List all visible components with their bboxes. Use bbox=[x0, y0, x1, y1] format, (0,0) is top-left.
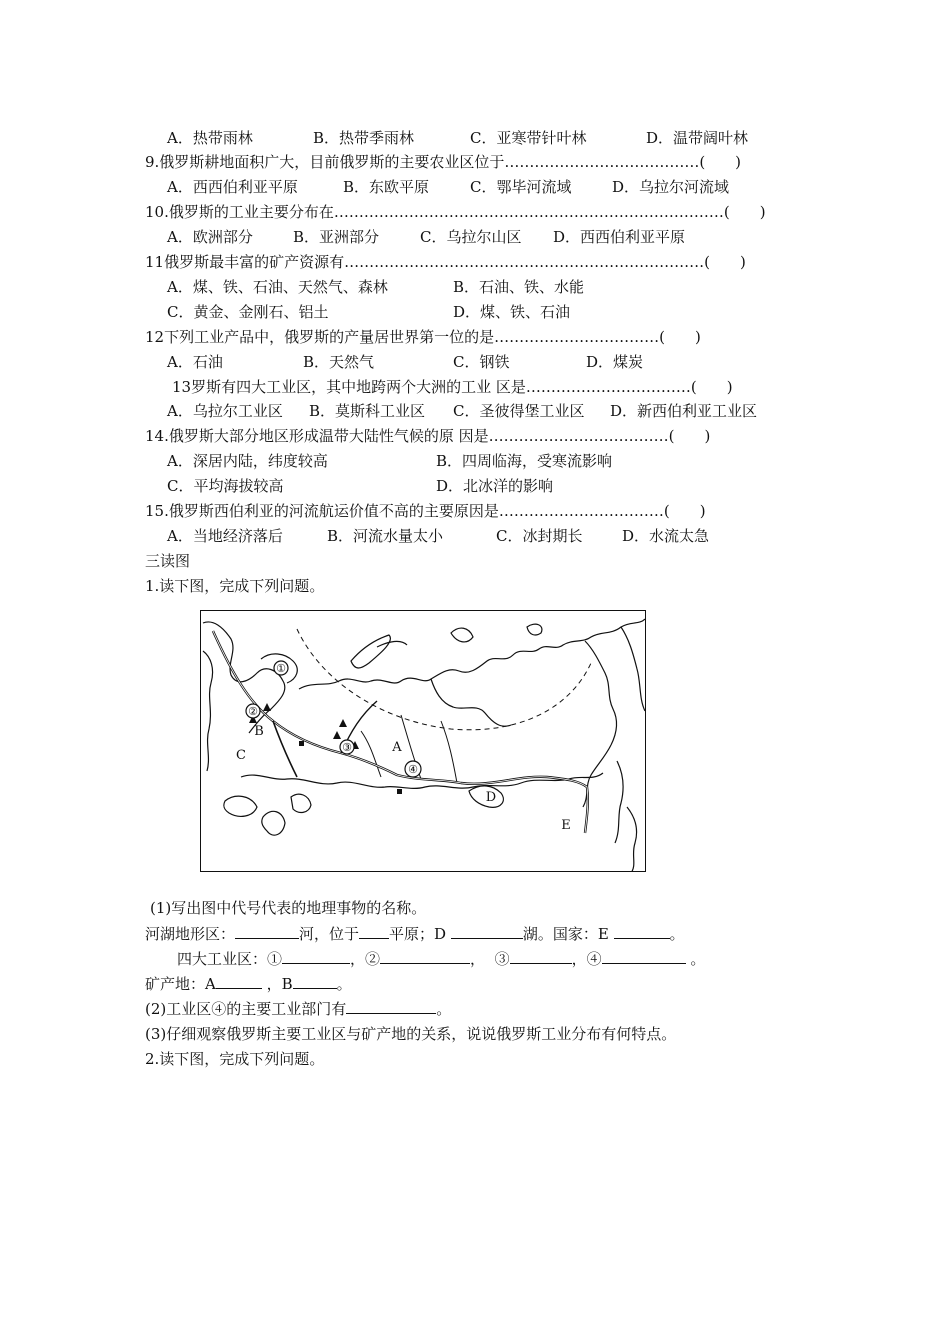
q14-option-a: A．深居内陆，纬度较高 bbox=[167, 452, 328, 470]
river-text-1: 河湖地形区： bbox=[145, 925, 236, 943]
q14-option-c: C．平均海拔较高 bbox=[167, 477, 284, 495]
q12-option-a: A．石油 bbox=[167, 353, 223, 371]
q12-option-b: B．天然气 bbox=[303, 353, 375, 371]
q11-option-c: C．黄金、金刚石、铝土 bbox=[167, 303, 329, 321]
q14-option-d: D．北冰洋的影响 bbox=[436, 477, 554, 495]
industry-text-3: ， ③ bbox=[470, 950, 510, 968]
russia-map bbox=[200, 610, 646, 872]
russia-map-drawing bbox=[201, 611, 646, 872]
sub2-text-2: 。 bbox=[436, 1000, 452, 1018]
minerals-text-3: 。 bbox=[336, 975, 352, 993]
q11-option-b: B．石油、铁、水能 bbox=[453, 278, 585, 296]
q10-option-a: A．欧洲部分 bbox=[167, 228, 253, 246]
industry-blank-3[interactable] bbox=[510, 949, 572, 964]
country-blank[interactable] bbox=[614, 924, 670, 939]
minerals-text-2: ，B bbox=[261, 975, 293, 993]
map-label-4: ④ bbox=[408, 763, 418, 776]
river-text-5: 。 bbox=[669, 925, 685, 943]
q12-option-d: D．煤炭 bbox=[586, 353, 644, 371]
q8-option-a: A．热带雨林 bbox=[167, 129, 253, 147]
map-label-2: ② bbox=[248, 705, 258, 718]
mineral-a-blank[interactable] bbox=[216, 974, 262, 989]
industry-blank-2[interactable] bbox=[380, 949, 470, 964]
river-text-3: 平原；D bbox=[389, 925, 451, 943]
q8-option-b: B．热带季雨林 bbox=[313, 129, 415, 147]
river-line bbox=[145, 924, 685, 944]
q13-option-d: D．新西伯利亚工业区 bbox=[610, 402, 758, 420]
q10-stem: 10.俄罗斯的工业主要分布在……………………………………………………………………( ) bbox=[145, 203, 766, 221]
q9-stem: 9.俄罗斯耕地面积广大，目前俄罗斯的主要农业区位于…………………………………( ) bbox=[145, 153, 742, 171]
industry-blank-4[interactable] bbox=[602, 949, 686, 964]
q9-option-c: C．鄂毕河流域 bbox=[470, 178, 572, 196]
lake-blank[interactable] bbox=[451, 924, 523, 939]
map-label-d: D bbox=[485, 790, 497, 805]
map-label-c: C bbox=[236, 748, 246, 763]
q10-option-c: C．乌拉尔山区 bbox=[420, 228, 522, 246]
read1-sub3: (3)仔细观察俄罗斯主要工业区与矿产地的关系，说说俄罗斯工业分布有何特点。 bbox=[145, 1025, 677, 1043]
industry-blank-1[interactable] bbox=[282, 949, 350, 964]
q15-stem: 15.俄罗斯西伯利亚的河流航运价值不高的主要原因是……………………………( ) bbox=[145, 502, 706, 520]
map-label-b: B bbox=[254, 724, 264, 739]
q12-option-c: C．钢铁 bbox=[453, 353, 510, 371]
river-text-2: 河，位于 bbox=[299, 925, 360, 943]
industry-text-1: 四大工业区：① bbox=[177, 950, 283, 968]
plain-blank[interactable] bbox=[359, 924, 389, 939]
q12-stem: 12下列工业产品中，俄罗斯的产量居世界第一位的是……………………………( ) bbox=[145, 328, 701, 346]
mineral-b-blank[interactable] bbox=[293, 974, 337, 989]
sub2-text-1: (2)工业区④的主要工业部门有 bbox=[145, 1000, 347, 1018]
q15-option-b: B．河流水量太小 bbox=[327, 527, 444, 545]
industry-line bbox=[177, 949, 705, 969]
read1-title: 1.读下图，完成下列问题。 bbox=[145, 577, 325, 595]
section-heading: 三读图 bbox=[145, 552, 191, 570]
map-label-a: A bbox=[392, 740, 402, 755]
river-text-4: 湖。国家：E bbox=[522, 925, 614, 943]
sector-blank[interactable] bbox=[346, 999, 436, 1014]
q10-option-b: B．亚洲部分 bbox=[293, 228, 380, 246]
sub2-line bbox=[145, 999, 451, 1019]
map-label-e: E bbox=[561, 818, 571, 833]
q15-option-d: D．水流太急 bbox=[622, 527, 710, 545]
industry-text-4: ，④ bbox=[571, 950, 602, 968]
q9-option-b: B．东欧平原 bbox=[343, 178, 430, 196]
q11-option-d: D．煤、铁、石油 bbox=[453, 303, 571, 321]
q11-stem: 11俄罗斯最丰富的矿产资源有………………………………………………………………( ) bbox=[145, 253, 746, 271]
q14-stem: 14.俄罗斯大部分地区形成温带大陆性气候的原 因是………………………………( ) bbox=[145, 427, 711, 445]
industry-text-5: 。 bbox=[685, 950, 706, 968]
minerals-text-1: 矿产地：A bbox=[145, 975, 216, 993]
q13-stem: 13罗斯有四大工业区，其中地跨两个大洲的工业 区是……………………………( ) bbox=[172, 378, 733, 396]
map-label-3: ③ bbox=[342, 741, 352, 754]
river-blank[interactable] bbox=[235, 924, 299, 939]
q10-option-d: D．西西伯利亚平原 bbox=[553, 228, 686, 246]
q14-option-b: B．四周临海，受寒流影响 bbox=[436, 452, 613, 470]
read1-sub1: (1)写出图中代号代表的地理事物的名称。 bbox=[150, 899, 427, 917]
q13-option-b: B．莫斯科工业区 bbox=[309, 402, 426, 420]
q13-option-a: A．乌拉尔工业区 bbox=[167, 402, 283, 420]
map-label-1: ① bbox=[276, 662, 286, 675]
q13-option-c: C．圣彼得堡工业区 bbox=[453, 402, 585, 420]
industry-text-2: ，② bbox=[350, 950, 381, 968]
q8-option-c: C．亚寒带针叶林 bbox=[470, 129, 587, 147]
minerals-line bbox=[145, 974, 352, 994]
q15-option-c: C．冰封期长 bbox=[496, 527, 583, 545]
q8-option-d: D．温带阔叶林 bbox=[646, 129, 749, 147]
read2-title: 2.读下图，完成下列问题。 bbox=[145, 1050, 325, 1068]
q9-option-a: A．西西伯利亚平原 bbox=[167, 178, 298, 196]
q9-option-d: D．乌拉尔河流域 bbox=[612, 178, 730, 196]
q15-option-a: A．当地经济落后 bbox=[167, 527, 283, 545]
q11-option-a: A．煤、铁、石油、天然气、森林 bbox=[167, 278, 388, 296]
